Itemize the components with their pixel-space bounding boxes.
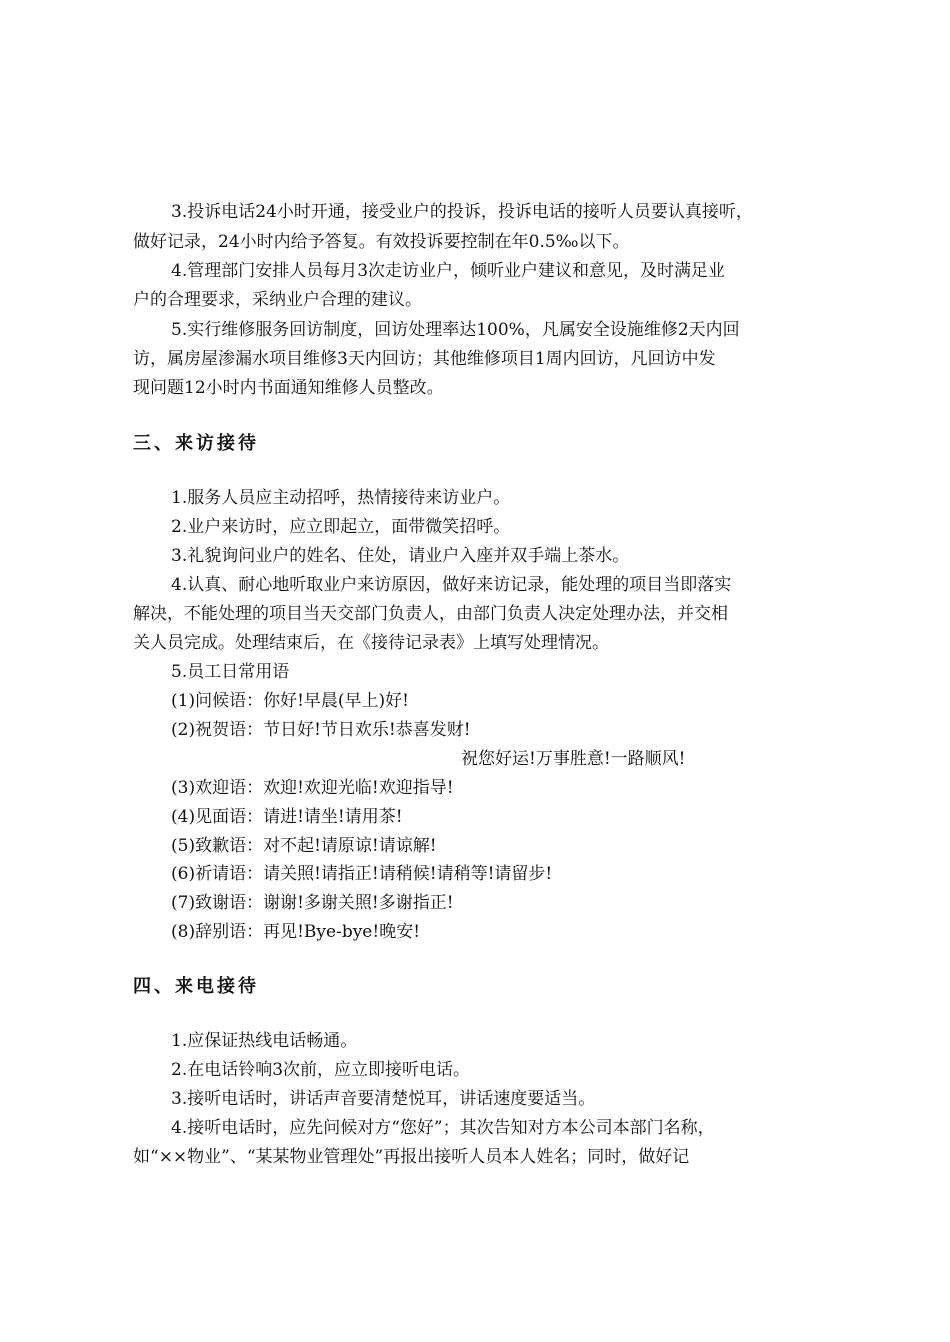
phrase-welcome: (3)欢迎语：欢迎!欢迎光临!欢迎指导! [171,778,454,798]
visitor-item-4-line-2: 解决，不能处理的项目当天交部门负责人，由部门负责人决定处理办法，并交相 [133,604,728,624]
phrase-congratulation: (2)祝贺语：节日好!节日欢乐!恭喜发财! [171,720,471,740]
phone-item-4-line-2: 如“××物业”、“某某物业管理处”再报出接听人员本人姓名；同时，做好记 [133,1147,690,1167]
complaint-hotline-line-2: 做好记录，24小时内给予答复。有效投诉要控制在年0.5‰以下。 [133,232,630,252]
phrase-request: (6)祈请语：请关照!请指正!请稍候!请稍等!请留步! [171,864,553,884]
phrase-apology: (5)致歉语：对不起!请原谅!请谅解! [171,836,437,856]
visitor-item-4-line-3: 关人员完成。处理结束后，在《接待记录表》上填写处理情况。 [133,633,609,653]
repair-followup-line-1: 5.实行维修服务回访制度，回访处理率达100%，凡属安全设施维修2天内回 [171,320,740,340]
visit-owners-line-2: 户的合理要求，采纳业户合理的建议。 [133,290,422,310]
repair-followup-line-2: 访，属房屋渗漏水项目维修3天内回访；其他维修项目1周内回访，凡回访中发 [133,349,716,369]
phrase-thanks: (7)致谢语：谢谢!多谢关照!多谢指正! [171,893,454,913]
phrase-greeting: (1)问候语：你好!早晨(早上)好! [171,691,410,711]
phone-item-1: 1.应保证热线电话畅通。 [171,1031,358,1051]
phrase-congratulation-continued: 祝您好运!万事胜意!一路顺风! [461,749,686,769]
section-heading-phone-reception: 四、来电接待 [133,976,259,997]
repair-followup-line-3: 现问题12小时内书面通知维修人员整改。 [133,378,444,398]
visitor-item-2: 2.业户来访时，应立即起立，面带微笑招呼。 [171,517,511,537]
visitor-item-4-line-1: 4.认真、耐心地听取业户来访原因，做好来访记录，能处理的项目当即落实 [171,575,732,595]
visitor-item-5: 5.员工日常用语 [171,662,290,682]
visitor-item-1: 1.服务人员应主动招呼，热情接待来访业户。 [171,488,511,508]
phone-item-2: 2.在电话铃响3次前，应立即接听电话。 [171,1060,471,1080]
phone-item-3: 3.接听电话时，讲话声音要清楚悦耳，讲话速度要适当。 [171,1089,596,1109]
phone-item-4-line-1: 4.接听电话时，应先问候对方“您好”；其次告知对方本公司本部门名称， [171,1118,715,1138]
visit-owners-line-1: 4.管理部门安排人员每月3次走访业户，倾听业户建议和意见，及时满足业 [171,261,726,281]
complaint-hotline-line-1: 3.投诉电话24小时开通，接受业户的投诉，投诉电话的接听人员要认真接听， [171,202,753,222]
section-heading-visitor-reception: 三、来访接待 [133,433,259,454]
phrase-meeting: (4)见面语：请进!请坐!请用茶! [171,807,403,827]
phrase-farewell: (8)辞别语：再见!Bye-bye!晚安! [171,922,421,942]
visitor-item-3: 3.礼貌询问业户的姓名、住处，请业户入座并双手端上茶水。 [171,546,630,566]
